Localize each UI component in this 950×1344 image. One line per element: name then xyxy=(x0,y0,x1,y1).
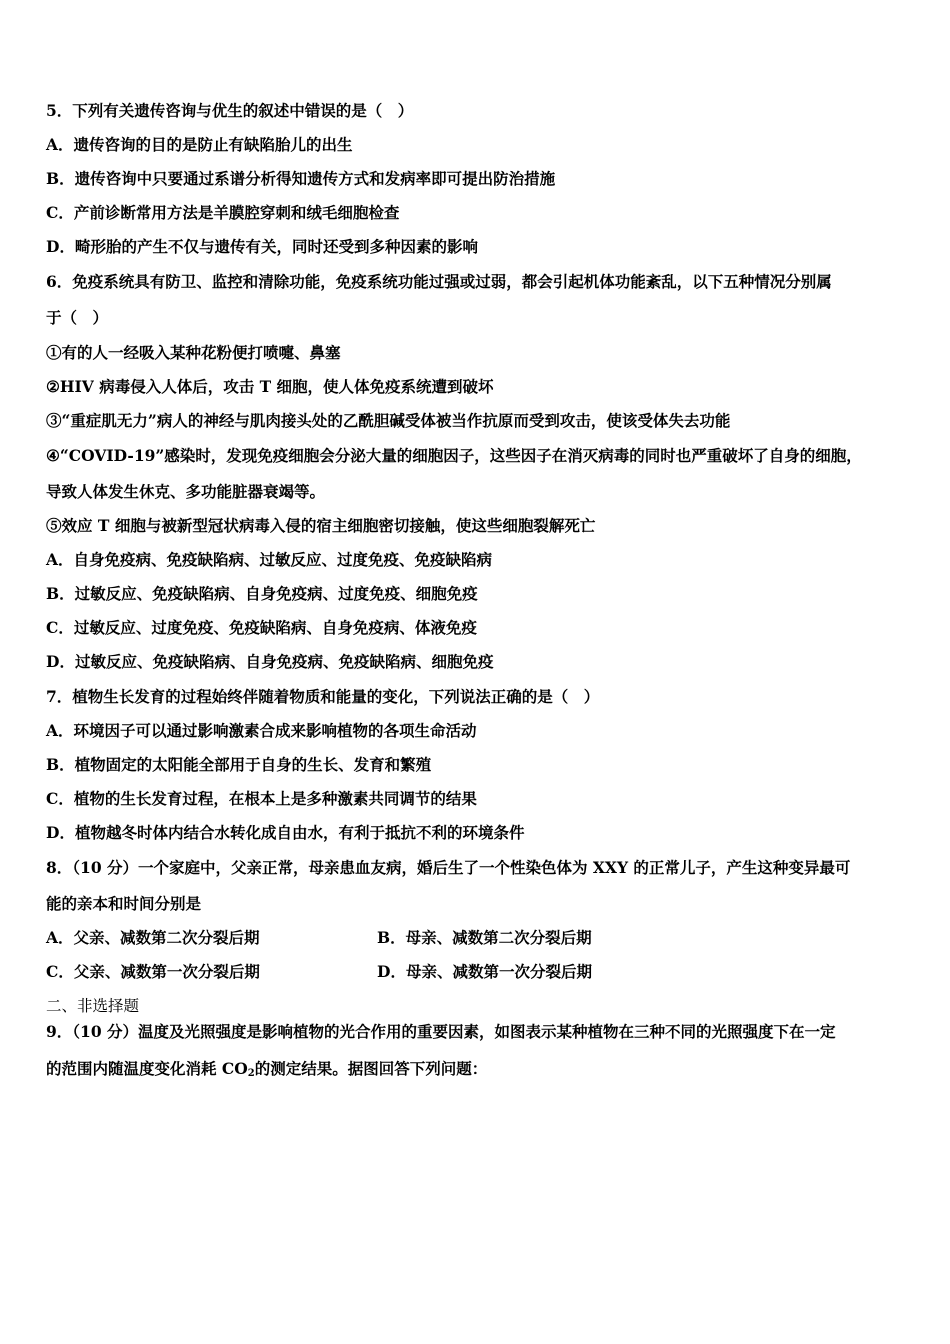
q8-stem-line1: 8．（10 分）一个家庭中，父亲正常，母亲患血友病，婚后生了一个性染色体为 XXY 的正常儿子，产生这种变异最可 xyxy=(46,858,851,877)
q6-item-5: ⑤效应 T 细胞与被新型冠状病毒入侵的宿主细胞密切接触，使这些细胞裂解死亡 xyxy=(46,516,596,535)
q9-stem-line2-post: 的测定结果。据图回答下列问题： xyxy=(254,1059,488,1078)
q6-stem-line2: 于（ ） xyxy=(46,308,109,327)
q7-option-c: C．植物的生长发育过程，在根本上是多种激素共同调节的结果 xyxy=(46,789,477,808)
q7-option-a: A．环境因子可以通过影响激素合成来影响植物的各项生命活动 xyxy=(46,721,477,740)
q8-option-c: C．父亲、减数第一次分裂后期 xyxy=(46,962,260,981)
q6-item-3: ③“重症肌无力”病人的神经与肌肉接头处的乙酰胆碱受体被当作抗原而受到攻击，使该受体失去功能 xyxy=(46,411,731,430)
q5-option-a: A．遗传咨询的目的是防止有缺陷胎儿的出生 xyxy=(46,135,353,154)
q5-stem: 5．下列有关遗传咨询与优生的叙述中错误的是（ ） xyxy=(46,101,414,120)
q9-stem-line2-pre: 的范围内随温度变化消耗 CO xyxy=(46,1059,248,1078)
q8-stem-line2: 能的亲本和时间分别是 xyxy=(46,894,202,913)
q6-option-c: C．过敏反应、过度免疫、免疫缺陷病、自身免疫病、体液免疫 xyxy=(46,618,477,637)
q6-item-1: ①有的人一经吸入某种花粉便打喷嚏、鼻塞 xyxy=(46,343,341,362)
q6-option-b: B．过敏反应、免疫缺陷病、自身免疫病、过度免疫、细胞免疫 xyxy=(46,584,478,603)
q6-stem-line1: 6．免疫系统具有防卫、监控和清除功能，免疫系统功能过强或过弱，都会引起机体功能紊乱，以下五种情况分别属 xyxy=(46,272,832,291)
q9-stem-line1: 9．（10 分）温度及光照强度是影响植物的光合作用的重要因素，如图表示某种植物在三种不同的光照强度下在一定 xyxy=(46,1022,836,1041)
q9-stem-line2 xyxy=(46,1058,487,1085)
q8-option-a: A．父亲、减数第二次分裂后期 xyxy=(46,928,260,947)
q8-option-b: B．母亲、减数第二次分裂后期 xyxy=(377,928,592,947)
q7-stem: 7．植物生长发育的过程始终伴随着物质和能量的变化，下列说法正确的是（ ） xyxy=(46,687,600,706)
q8-option-d: D．母亲、减数第一次分裂后期 xyxy=(377,962,592,981)
q5-option-c: C．产前诊断常用方法是羊膜腔穿刺和绒毛细胞检查 xyxy=(46,203,400,222)
q6-option-a: A．自身免疫病、免疫缺陷病、过敏反应、过度免疫、免疫缺陷病 xyxy=(46,550,493,569)
section-heading: 二、非选择题 xyxy=(46,997,140,1015)
q5-option-d: D．畸形胎的产生不仅与遗传有关，同时还受到多种因素的影响 xyxy=(46,237,478,256)
q6-item-2: ②HIV 病毒侵入人体后，攻击 T 细胞，使人体免疫系统遭到破坏 xyxy=(46,377,494,396)
q6-item-4-line1: ④“COVID-19”感染时，发现免疫细胞会分泌大量的细胞因子，这些因子在消灭病毒的同时也严重破坏了自身的细胞， xyxy=(46,446,862,465)
q6-item-4-line2: 导致人体发生休克、多功能脏器衰竭等。 xyxy=(46,482,326,501)
q7-option-d: D．植物越冬时体内结合水转化成自由水，有利于抵抗不利的环境条件 xyxy=(46,823,525,842)
q6-option-d: D．过敏反应、免疫缺陷病、自身免疫病、免疫缺陷病、细胞免疫 xyxy=(46,652,494,671)
q7-option-b: B．植物固定的太阳能全部用于自身的生长、发育和繁殖 xyxy=(46,755,432,774)
q9-co2-subscript: 2 xyxy=(247,1068,255,1079)
q5-option-b: B．遗传咨询中只要通过系谱分析得知遗传方式和发病率即可提出防治措施 xyxy=(46,169,556,188)
